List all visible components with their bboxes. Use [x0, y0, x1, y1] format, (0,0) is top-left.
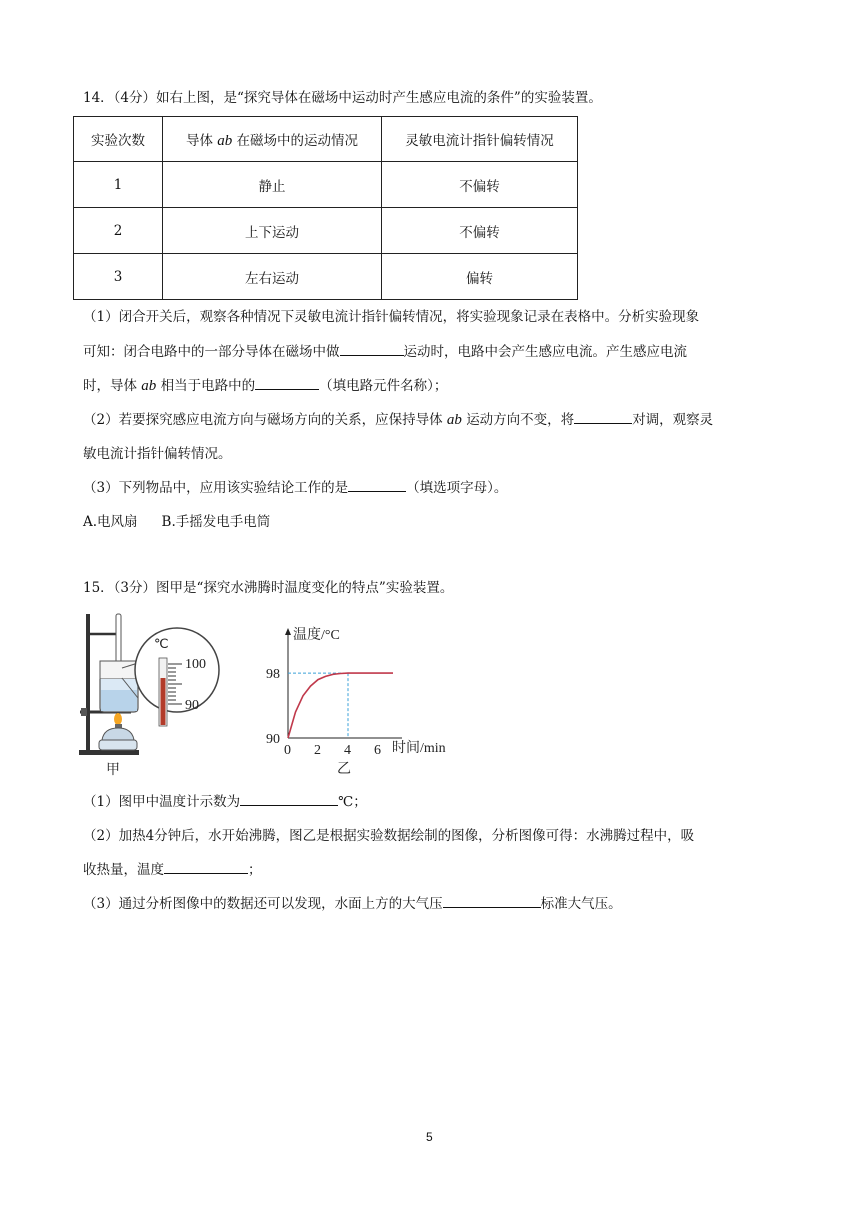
- q15-part3: （3）通过分析图像中的数据还可以发现，水面上方的大气压 标准大气压。: [83, 896, 622, 912]
- apparatus-figure: [76, 608, 226, 778]
- q14-part1-line2: 可知：闭合电路中的一部分导体在磁场中做 运动时，电路中会产生感应电流。产生感应电流: [83, 344, 687, 360]
- q14-part1-line3: 时，导体 ab 相当于电路中的 （填电路元件名称）；: [83, 378, 448, 394]
- answer-blank[interactable]: [164, 860, 248, 874]
- x-tick-label: 4: [344, 743, 351, 758]
- table-cell: 静止: [163, 162, 382, 208]
- temperature-chart: [258, 620, 468, 782]
- answer-blank[interactable]: [574, 410, 632, 424]
- y-tick-label: 98: [266, 667, 280, 683]
- table-header-motion: 导体 ab 在磁场中的运动情况: [163, 117, 382, 162]
- q14-header: 14．（4分）如右上图，是“探究导体在磁场中运动时产生感应电流的条件”的实验装置。: [83, 90, 602, 106]
- figure-caption-yi: 乙: [337, 762, 351, 777]
- scale-label-90: 90: [185, 698, 199, 713]
- table-cell: 上下运动: [163, 208, 382, 254]
- x-tick-label: 6: [374, 743, 381, 758]
- q14-part2-line2: 敏电流计指针偏转情况。: [83, 446, 232, 462]
- table-row: [74, 208, 578, 254]
- table-cell: 3: [74, 254, 163, 300]
- alcohol-lamp: [102, 728, 134, 740]
- answer-blank[interactable]: [240, 792, 338, 806]
- q15-part2-line1: （2）加热4分钟后，水开始沸腾，图乙是根据实验数据绘制的图像，分析图像可得：水沸腾过程中，吸: [83, 828, 695, 844]
- x-tick-label: 2: [314, 743, 321, 758]
- y-tick-label: 90: [266, 732, 280, 747]
- q15-part2-line2: 收热量，温度 ；: [83, 862, 262, 878]
- q15-part1: （1）图甲中温度计示数为 ℃；: [83, 794, 367, 810]
- experiment-table: [73, 116, 578, 300]
- table-cell: 左右运动: [163, 254, 382, 300]
- q15-header: 15．（3分）图甲是“探究水沸腾时温度变化的特点”实验装置。: [83, 580, 454, 596]
- table-header-trial: 实验次数: [74, 117, 163, 162]
- table-cell: 不偏转: [382, 208, 578, 254]
- table-cell: 偏转: [382, 254, 578, 300]
- mercury-column: [161, 678, 166, 725]
- answer-blank[interactable]: [348, 478, 406, 492]
- table-row: [74, 254, 578, 300]
- table-cell: 不偏转: [382, 162, 578, 208]
- table-row: [74, 162, 578, 208]
- option-a: A.电风扇: [83, 514, 138, 530]
- q14-part2-line1: （2）若要探究感应电流方向与磁场方向的关系，应保持导体 ab 运动方向不变，将 对调，观察灵: [83, 412, 714, 428]
- x-axis-label: 时间/min: [392, 741, 446, 756]
- q14-part3: （3）下列物品中，应用该实验结论工作的是 （填选项字母）。: [83, 480, 508, 496]
- stand-base: [79, 750, 139, 755]
- series-line: [288, 673, 393, 738]
- y-axis-label: 温度/°C: [293, 628, 340, 643]
- figure-caption-jia: 甲: [106, 763, 120, 778]
- magnified-view: [135, 628, 219, 712]
- option-b: B.手摇发电手电筒: [161, 514, 271, 530]
- page-number: 5: [426, 1130, 433, 1144]
- table-cell: 1: [74, 162, 163, 208]
- answer-blank[interactable]: [255, 376, 319, 390]
- q14-options: [83, 512, 270, 532]
- flame: [114, 713, 122, 725]
- table-cell: 2: [74, 208, 163, 254]
- unit-label: ℃: [154, 636, 169, 651]
- q14-part1-line1: （1）闭合开关后，观察各种情况下灵敏电流计指针偏转情况，将实验现象记录在表格中。分析实验现象: [83, 309, 700, 325]
- answer-blank[interactable]: [340, 342, 404, 356]
- answer-blank[interactable]: [443, 894, 541, 908]
- x-tick-label: 0: [284, 743, 291, 758]
- lid: [100, 661, 136, 679]
- table-header-deflection: 灵敏电流计指针偏转情况: [382, 117, 578, 162]
- scale-label-100: 100: [185, 657, 206, 672]
